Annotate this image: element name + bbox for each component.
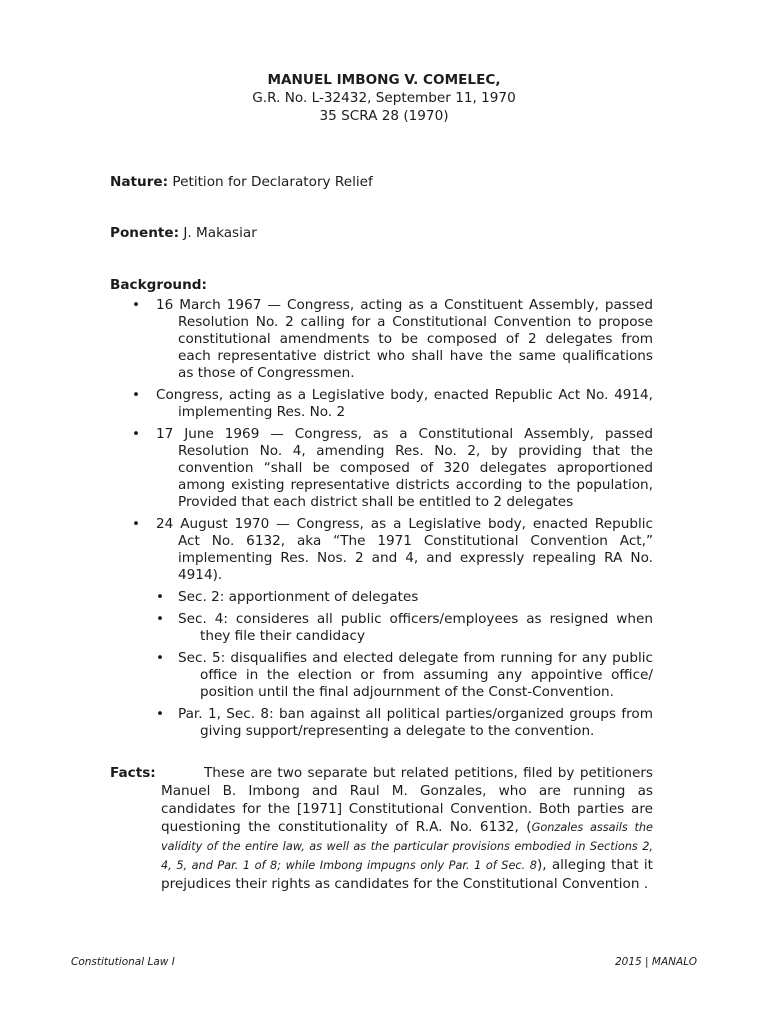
bullet-icon: •	[156, 589, 165, 605]
list-item	[110, 516, 653, 584]
nature-value: Petition for Declaratory Relief	[172, 174, 373, 190]
list-item-text: 16 March 1967 — Congress, acting as a Constituent Assembly, passed Resolution No. 2 calling for a Constitutional Convention to propose constitutional amendments to be composed of 2 delegates from each representative district who shall have the same qualifications as those of Congressmen.	[156, 297, 653, 381]
bullet-icon: •	[156, 706, 165, 722]
sub-list-item	[110, 611, 653, 645]
nature-label: Nature:	[110, 174, 169, 190]
case-citation: G.R. No. L-32432, September 11, 1970	[252, 90, 516, 106]
facts-text-after: ), alleging that it prejudices their rights as candidates for the Constitutional Convention .	[161, 857, 653, 892]
facts-label: Facts:	[110, 765, 156, 781]
sub-list-item	[110, 650, 653, 701]
footer-course: Constitutional Law I	[71, 956, 175, 968]
list-item	[110, 426, 653, 511]
list-item-text: 24 August 1970 — Congress, as a Legislative body, enacted Republic Act No. 6132, aka “The 1971 Constitutional Convention Act,” implementing Res. Nos. 2 and 4, and expressly repealing RA No. 4914).	[156, 516, 653, 583]
ponente-label: Ponente:	[110, 225, 180, 241]
ponente-value: J. Makasiar	[183, 225, 257, 241]
bullet-icon: •	[156, 650, 165, 666]
case-title: MANUEL IMBONG V. COMELEC,	[267, 72, 501, 88]
sub-list-item	[110, 706, 653, 740]
facts-text-before: These are two separate but related petitions, filed by petitioners Manuel B. Imbong and Raul M. Gonzales, who are running as candidates for the [1971] Constitutional Convention. Both parties are questioning the constitutionality of R.A. No. 6132, (	[161, 765, 653, 835]
sub-list-item-text: Par. 1, Sec. 8: ban against all political parties/organized groups from giving support/representing a delegate to the convention.	[178, 706, 653, 739]
list-item-text: Congress, acting as a Legislative body, enacted Republic Act No. 4914, implementing Res. No. 2	[156, 387, 653, 420]
nature-field	[110, 173, 373, 191]
background-label: Background:	[110, 277, 207, 293]
list-item	[110, 387, 653, 421]
list-item	[110, 297, 653, 382]
bullet-icon: •	[156, 611, 165, 627]
sub-list-item	[110, 589, 653, 606]
bullet-icon: •	[132, 426, 141, 442]
case-header	[0, 71, 768, 125]
facts-note: Gonzales assails the validity of the entire law, as well as the particular provisions embodied in Sections 2, 4, 5, and Par. 1 of 8; while Imbong impugns only Par. 1 of Sec. 8	[161, 821, 654, 872]
bullet-icon: •	[132, 516, 141, 532]
bullet-icon: •	[132, 297, 141, 313]
facts-paragraph	[161, 764, 653, 893]
sub-list-item-text: Sec. 5: disqualifies and elected delegate from running for any public office in the election or from assuming any appointive office/ position until the final adjournment of the Const-Convention.	[178, 650, 653, 700]
list-item-text: 17 June 1969 — Congress, as a Constitutional Assembly, passed Resolution No. 4, amending Res. No. 2, by providing that the convention “shall be composed of 320 delegates aproportioned among existing representative districts according to the population, Provided that each district shall be entitled to 2 delegates	[156, 426, 653, 510]
bullet-icon: •	[132, 387, 141, 403]
ponente-field	[110, 224, 257, 242]
background-list	[110, 297, 653, 740]
sub-list-item-text: Sec. 4: consideres all public officers/employees as resigned when they file their candidacy	[178, 611, 653, 644]
case-scra: 35 SCRA 28 (1970)	[319, 108, 449, 124]
footer-author: 2015 | MANALO	[614, 956, 697, 968]
sub-list-item-text: Sec. 2: apportionment of delegates	[178, 589, 419, 605]
